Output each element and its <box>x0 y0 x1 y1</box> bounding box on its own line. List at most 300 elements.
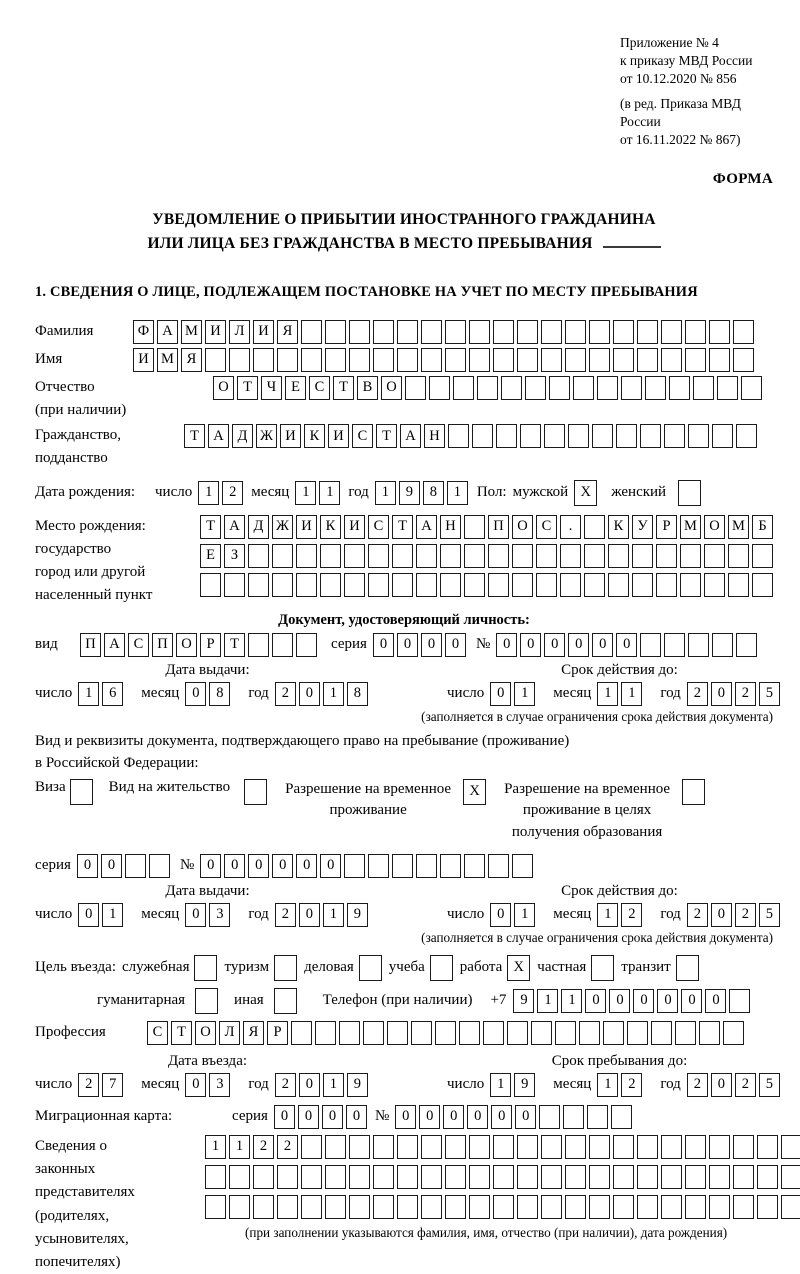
char-cell[interactable] <box>493 1165 514 1189</box>
char-cell[interactable] <box>587 1105 608 1129</box>
char-cell[interactable]: Ж <box>272 515 293 539</box>
char-cell[interactable]: Ч <box>261 376 282 400</box>
char-cell[interactable]: 1 <box>621 682 642 706</box>
char-cell[interactable]: 0 <box>616 633 637 657</box>
char-cell[interactable]: 1 <box>198 481 219 505</box>
char-cell[interactable] <box>325 1135 346 1159</box>
char-cell[interactable] <box>277 1195 298 1219</box>
char-cell[interactable] <box>392 573 413 597</box>
char-cell[interactable] <box>229 348 250 372</box>
char-cell[interactable] <box>712 424 733 448</box>
char-cell[interactable] <box>544 424 565 448</box>
char-cell[interactable] <box>565 320 586 344</box>
char-cell[interactable]: 5 <box>759 682 780 706</box>
char-cell[interactable]: 0 <box>496 633 517 657</box>
char-cell[interactable]: М <box>728 515 749 539</box>
char-cell[interactable] <box>541 320 562 344</box>
char-cell[interactable]: Т <box>333 376 354 400</box>
char-cell[interactable]: 1 <box>597 1073 618 1097</box>
char-cell[interactable]: Ф <box>133 320 154 344</box>
char-cell[interactable] <box>397 1195 418 1219</box>
char-cell[interactable]: Р <box>200 633 221 657</box>
char-cell[interactable] <box>405 376 426 400</box>
char-cell[interactable] <box>445 1135 466 1159</box>
char-cell[interactable] <box>541 1195 562 1219</box>
char-cell[interactable]: 0 <box>515 1105 536 1129</box>
char-cell[interactable]: К <box>304 424 325 448</box>
char-cell[interactable] <box>397 1165 418 1189</box>
char-cell[interactable] <box>205 1165 226 1189</box>
char-cell[interactable]: 1 <box>78 682 99 706</box>
char-cell[interactable] <box>349 1135 370 1159</box>
char-cell[interactable] <box>680 544 701 568</box>
char-cell[interactable]: П <box>488 515 509 539</box>
char-cell[interactable]: Я <box>277 320 298 344</box>
char-cell[interactable] <box>603 1021 624 1045</box>
char-cell[interactable] <box>680 573 701 597</box>
char-cell[interactable] <box>729 989 750 1013</box>
purpose-opt-private-checkbox[interactable] <box>591 955 614 981</box>
char-cell[interactable]: 2 <box>78 1073 99 1097</box>
char-cell[interactable] <box>685 1195 706 1219</box>
char-cell[interactable] <box>344 854 365 878</box>
char-cell[interactable] <box>728 544 749 568</box>
char-cell[interactable]: 1 <box>561 989 582 1013</box>
char-cell[interactable]: 5 <box>759 1073 780 1097</box>
char-cell[interactable]: 0 <box>490 682 511 706</box>
char-cell[interactable] <box>416 573 437 597</box>
char-cell[interactable] <box>373 1165 394 1189</box>
char-cell[interactable] <box>368 854 389 878</box>
char-cell[interactable] <box>741 376 762 400</box>
char-cell[interactable] <box>344 573 365 597</box>
char-cell[interactable] <box>469 1195 490 1219</box>
char-cell[interactable] <box>325 1195 346 1219</box>
char-cell[interactable] <box>709 1165 730 1189</box>
char-cell[interactable] <box>565 1195 586 1219</box>
char-cell[interactable] <box>597 376 618 400</box>
char-cell[interactable]: 0 <box>711 903 732 927</box>
char-cell[interactable]: 1 <box>323 903 344 927</box>
char-cell[interactable] <box>752 544 773 568</box>
char-cell[interactable] <box>320 573 341 597</box>
char-cell[interactable] <box>397 348 418 372</box>
char-cell[interactable]: 3 <box>209 1073 230 1097</box>
char-cell[interactable]: 2 <box>253 1135 274 1159</box>
char-cell[interactable] <box>339 1021 360 1045</box>
char-cell[interactable]: 2 <box>275 903 296 927</box>
char-cell[interactable]: 2 <box>687 903 708 927</box>
char-cell[interactable] <box>699 1021 720 1045</box>
char-cell[interactable]: О <box>176 633 197 657</box>
char-cell[interactable]: 8 <box>423 481 444 505</box>
char-cell[interactable] <box>693 376 714 400</box>
char-cell[interactable] <box>464 544 485 568</box>
char-cell[interactable] <box>301 1165 322 1189</box>
char-cell[interactable] <box>637 320 658 344</box>
char-cell[interactable]: 0 <box>185 682 206 706</box>
char-cell[interactable] <box>488 854 509 878</box>
char-cell[interactable]: Н <box>424 424 445 448</box>
char-cell[interactable] <box>611 1105 632 1129</box>
char-cell[interactable] <box>675 1021 696 1045</box>
char-cell[interactable] <box>669 376 690 400</box>
char-cell[interactable]: И <box>344 515 365 539</box>
char-cell[interactable] <box>512 544 533 568</box>
char-cell[interactable]: А <box>157 320 178 344</box>
char-cell[interactable] <box>555 1021 576 1045</box>
char-cell[interactable] <box>373 320 394 344</box>
char-cell[interactable]: Т <box>376 424 397 448</box>
char-cell[interactable]: 1 <box>597 903 618 927</box>
char-cell[interactable]: Л <box>229 320 250 344</box>
char-cell[interactable] <box>464 854 485 878</box>
char-cell[interactable] <box>709 348 730 372</box>
char-cell[interactable] <box>637 1135 658 1159</box>
char-cell[interactable] <box>733 1195 754 1219</box>
char-cell[interactable] <box>651 1021 672 1045</box>
char-cell[interactable]: У <box>632 515 653 539</box>
char-cell[interactable] <box>488 544 509 568</box>
char-cell[interactable] <box>565 1135 586 1159</box>
char-cell[interactable]: 1 <box>205 1135 226 1159</box>
char-cell[interactable] <box>584 573 605 597</box>
vnj-checkbox[interactable] <box>244 779 267 805</box>
char-cell[interactable] <box>421 1165 442 1189</box>
char-cell[interactable]: 0 <box>185 903 206 927</box>
char-cell[interactable] <box>435 1021 456 1045</box>
char-cell[interactable]: И <box>133 348 154 372</box>
char-cell[interactable] <box>344 544 365 568</box>
char-cell[interactable] <box>421 1135 442 1159</box>
char-cell[interactable] <box>421 1195 442 1219</box>
char-cell[interactable] <box>253 1195 274 1219</box>
char-cell[interactable] <box>637 348 658 372</box>
char-cell[interactable] <box>517 1135 538 1159</box>
char-cell[interactable]: 0 <box>705 989 726 1013</box>
char-cell[interactable]: 9 <box>514 1073 535 1097</box>
char-cell[interactable] <box>525 376 546 400</box>
char-cell[interactable]: 1 <box>323 1073 344 1097</box>
char-cell[interactable]: 0 <box>299 682 320 706</box>
char-cell[interactable] <box>637 1195 658 1219</box>
char-cell[interactable] <box>464 573 485 597</box>
char-cell[interactable]: 9 <box>347 903 368 927</box>
char-cell[interactable]: 1 <box>537 989 558 1013</box>
char-cell[interactable]: 0 <box>609 989 630 1013</box>
char-cell[interactable] <box>205 348 226 372</box>
char-cell[interactable]: Н <box>440 515 461 539</box>
char-cell[interactable]: И <box>253 320 274 344</box>
char-cell[interactable] <box>517 348 538 372</box>
char-cell[interactable] <box>512 573 533 597</box>
char-cell[interactable]: О <box>704 515 725 539</box>
char-cell[interactable] <box>349 348 370 372</box>
char-cell[interactable]: 1 <box>447 481 468 505</box>
char-cell[interactable] <box>592 424 613 448</box>
purpose-opt-commercial-checkbox[interactable] <box>359 955 382 981</box>
char-cell[interactable]: Е <box>200 544 221 568</box>
char-cell[interactable] <box>477 376 498 400</box>
char-cell[interactable]: 0 <box>544 633 565 657</box>
char-cell[interactable] <box>493 320 514 344</box>
char-cell[interactable]: И <box>280 424 301 448</box>
char-cell[interactable]: 1 <box>229 1135 250 1159</box>
char-cell[interactable] <box>440 544 461 568</box>
char-cell[interactable] <box>560 544 581 568</box>
char-cell[interactable] <box>296 544 317 568</box>
char-cell[interactable]: 0 <box>711 1073 732 1097</box>
char-cell[interactable]: 1 <box>514 682 535 706</box>
char-cell[interactable] <box>368 573 389 597</box>
char-cell[interactable]: 5 <box>759 903 780 927</box>
char-cell[interactable]: 0 <box>585 989 606 1013</box>
char-cell[interactable] <box>541 1135 562 1159</box>
char-cell[interactable] <box>517 1165 538 1189</box>
char-cell[interactable] <box>445 1195 466 1219</box>
char-cell[interactable] <box>483 1021 504 1045</box>
char-cell[interactable]: К <box>608 515 629 539</box>
purpose-opt-transit-checkbox[interactable] <box>676 955 699 981</box>
char-cell[interactable] <box>248 544 269 568</box>
char-cell[interactable] <box>712 633 733 657</box>
char-cell[interactable] <box>688 633 709 657</box>
char-cell[interactable] <box>536 573 557 597</box>
char-cell[interactable]: 1 <box>375 481 396 505</box>
char-cell[interactable]: А <box>224 515 245 539</box>
char-cell[interactable]: 1 <box>323 682 344 706</box>
char-cell[interactable] <box>608 573 629 597</box>
char-cell[interactable]: Я <box>243 1021 264 1045</box>
char-cell[interactable] <box>645 376 666 400</box>
char-cell[interactable] <box>536 544 557 568</box>
char-cell[interactable] <box>579 1021 600 1045</box>
char-cell[interactable] <box>512 854 533 878</box>
char-cell[interactable] <box>517 320 538 344</box>
char-cell[interactable]: Р <box>267 1021 288 1045</box>
char-cell[interactable] <box>125 854 146 878</box>
char-cell[interactable] <box>325 348 346 372</box>
char-cell[interactable]: 9 <box>347 1073 368 1097</box>
char-cell[interactable] <box>661 348 682 372</box>
char-cell[interactable] <box>589 348 610 372</box>
char-cell[interactable]: З <box>224 544 245 568</box>
char-cell[interactable]: К <box>320 515 341 539</box>
char-cell[interactable] <box>301 1135 322 1159</box>
char-cell[interactable]: 1 <box>102 903 123 927</box>
char-cell[interactable]: 2 <box>687 1073 708 1097</box>
char-cell[interactable] <box>685 1135 706 1159</box>
char-cell[interactable]: Б <box>752 515 773 539</box>
char-cell[interactable] <box>565 348 586 372</box>
char-cell[interactable] <box>541 1165 562 1189</box>
char-cell[interactable] <box>363 1021 384 1045</box>
char-cell[interactable]: 0 <box>299 1073 320 1097</box>
char-cell[interactable] <box>733 320 754 344</box>
char-cell[interactable] <box>627 1021 648 1045</box>
char-cell[interactable] <box>685 348 706 372</box>
char-cell[interactable]: П <box>152 633 173 657</box>
char-cell[interactable]: 0 <box>421 633 442 657</box>
char-cell[interactable]: И <box>205 320 226 344</box>
char-cell[interactable]: 0 <box>101 854 122 878</box>
sex-female-checkbox[interactable] <box>678 480 701 506</box>
char-cell[interactable]: С <box>309 376 330 400</box>
char-cell[interactable]: 0 <box>443 1105 464 1129</box>
char-cell[interactable]: 3 <box>209 903 230 927</box>
char-cell[interactable] <box>416 854 437 878</box>
char-cell[interactable] <box>291 1021 312 1045</box>
char-cell[interactable] <box>397 320 418 344</box>
char-cell[interactable]: 8 <box>347 682 368 706</box>
char-cell[interactable] <box>589 320 610 344</box>
char-cell[interactable]: 0 <box>200 854 221 878</box>
char-cell[interactable]: 0 <box>320 854 341 878</box>
char-cell[interactable] <box>541 348 562 372</box>
char-cell[interactable]: Т <box>171 1021 192 1045</box>
char-cell[interactable] <box>685 1165 706 1189</box>
char-cell[interactable]: 0 <box>299 903 320 927</box>
char-cell[interactable] <box>315 1021 336 1045</box>
char-cell[interactable]: 2 <box>275 1073 296 1097</box>
char-cell[interactable] <box>373 348 394 372</box>
char-cell[interactable] <box>584 515 605 539</box>
sex-male-checkbox[interactable]: X <box>574 480 597 506</box>
purpose-opt-humanitarian-checkbox[interactable] <box>195 988 218 1014</box>
char-cell[interactable] <box>421 348 442 372</box>
char-cell[interactable]: О <box>213 376 234 400</box>
char-cell[interactable]: 2 <box>735 1073 756 1097</box>
char-cell[interactable] <box>416 544 437 568</box>
char-cell[interactable]: М <box>680 515 701 539</box>
char-cell[interactable] <box>349 1165 370 1189</box>
char-cell[interactable] <box>325 1165 346 1189</box>
char-cell[interactable] <box>440 573 461 597</box>
char-cell[interactable]: 2 <box>687 682 708 706</box>
char-cell[interactable] <box>488 573 509 597</box>
char-cell[interactable] <box>637 1165 658 1189</box>
char-cell[interactable]: М <box>157 348 178 372</box>
char-cell[interactable] <box>301 320 322 344</box>
char-cell[interactable]: Т <box>200 515 221 539</box>
char-cell[interactable]: 0 <box>78 903 99 927</box>
char-cell[interactable] <box>781 1195 800 1219</box>
char-cell[interactable]: А <box>400 424 421 448</box>
char-cell[interactable] <box>229 1165 250 1189</box>
char-cell[interactable] <box>429 376 450 400</box>
char-cell[interactable] <box>301 348 322 372</box>
char-cell[interactable] <box>589 1135 610 1159</box>
char-cell[interactable]: 9 <box>513 989 534 1013</box>
purpose-opt-other-checkbox[interactable] <box>274 988 297 1014</box>
char-cell[interactable]: Т <box>184 424 205 448</box>
char-cell[interactable] <box>229 1195 250 1219</box>
char-cell[interactable] <box>448 424 469 448</box>
char-cell[interactable] <box>493 1195 514 1219</box>
rvp-edu-checkbox[interactable] <box>682 779 705 805</box>
char-cell[interactable]: И <box>328 424 349 448</box>
char-cell[interactable]: 0 <box>185 1073 206 1097</box>
char-cell[interactable]: 0 <box>395 1105 416 1129</box>
char-cell[interactable] <box>709 1135 730 1159</box>
char-cell[interactable] <box>613 348 634 372</box>
char-cell[interactable] <box>531 1021 552 1045</box>
char-cell[interactable]: Т <box>392 515 413 539</box>
visa-checkbox[interactable] <box>70 779 93 805</box>
purpose-opt-business-checkbox[interactable] <box>194 955 217 981</box>
char-cell[interactable]: 1 <box>319 481 340 505</box>
char-cell[interactable]: . <box>560 515 581 539</box>
char-cell[interactable] <box>736 424 757 448</box>
char-cell[interactable] <box>349 1195 370 1219</box>
char-cell[interactable] <box>296 573 317 597</box>
char-cell[interactable] <box>640 633 661 657</box>
char-cell[interactable] <box>517 1195 538 1219</box>
char-cell[interactable]: С <box>352 424 373 448</box>
char-cell[interactable]: 0 <box>419 1105 440 1129</box>
char-cell[interactable]: 2 <box>735 682 756 706</box>
char-cell[interactable] <box>717 376 738 400</box>
char-cell[interactable] <box>733 348 754 372</box>
char-cell[interactable] <box>632 544 653 568</box>
char-cell[interactable]: Е <box>285 376 306 400</box>
char-cell[interactable] <box>397 1135 418 1159</box>
char-cell[interactable] <box>584 544 605 568</box>
char-cell[interactable] <box>752 573 773 597</box>
char-cell[interactable]: Я <box>181 348 202 372</box>
purpose-opt-tourism-checkbox[interactable] <box>274 955 297 981</box>
char-cell[interactable]: 2 <box>222 481 243 505</box>
char-cell[interactable] <box>736 633 757 657</box>
char-cell[interactable]: Л <box>219 1021 240 1045</box>
char-cell[interactable] <box>589 1165 610 1189</box>
char-cell[interactable] <box>248 573 269 597</box>
char-cell[interactable]: 2 <box>735 903 756 927</box>
char-cell[interactable] <box>520 424 541 448</box>
char-cell[interactable]: 2 <box>621 903 642 927</box>
char-cell[interactable]: 0 <box>681 989 702 1013</box>
char-cell[interactable]: 7 <box>102 1073 123 1097</box>
char-cell[interactable] <box>253 348 274 372</box>
char-cell[interactable] <box>320 544 341 568</box>
char-cell[interactable]: 0 <box>592 633 613 657</box>
char-cell[interactable] <box>387 1021 408 1045</box>
char-cell[interactable] <box>661 1165 682 1189</box>
char-cell[interactable] <box>664 633 685 657</box>
char-cell[interactable] <box>373 1135 394 1159</box>
char-cell[interactable]: С <box>128 633 149 657</box>
char-cell[interactable]: О <box>195 1021 216 1045</box>
char-cell[interactable] <box>704 544 725 568</box>
char-cell[interactable] <box>272 573 293 597</box>
char-cell[interactable]: 0 <box>633 989 654 1013</box>
char-cell[interactable]: 0 <box>346 1105 367 1129</box>
char-cell[interactable]: 0 <box>490 903 511 927</box>
char-cell[interactable] <box>272 544 293 568</box>
char-cell[interactable] <box>277 1165 298 1189</box>
char-cell[interactable]: 0 <box>296 854 317 878</box>
char-cell[interactable]: С <box>147 1021 168 1045</box>
char-cell[interactable]: 0 <box>224 854 245 878</box>
char-cell[interactable] <box>411 1021 432 1045</box>
char-cell[interactable]: 0 <box>77 854 98 878</box>
char-cell[interactable] <box>664 424 685 448</box>
char-cell[interactable] <box>573 376 594 400</box>
char-cell[interactable] <box>445 320 466 344</box>
char-cell[interactable] <box>781 1135 800 1159</box>
char-cell[interactable] <box>616 424 637 448</box>
char-cell[interactable]: 9 <box>399 481 420 505</box>
